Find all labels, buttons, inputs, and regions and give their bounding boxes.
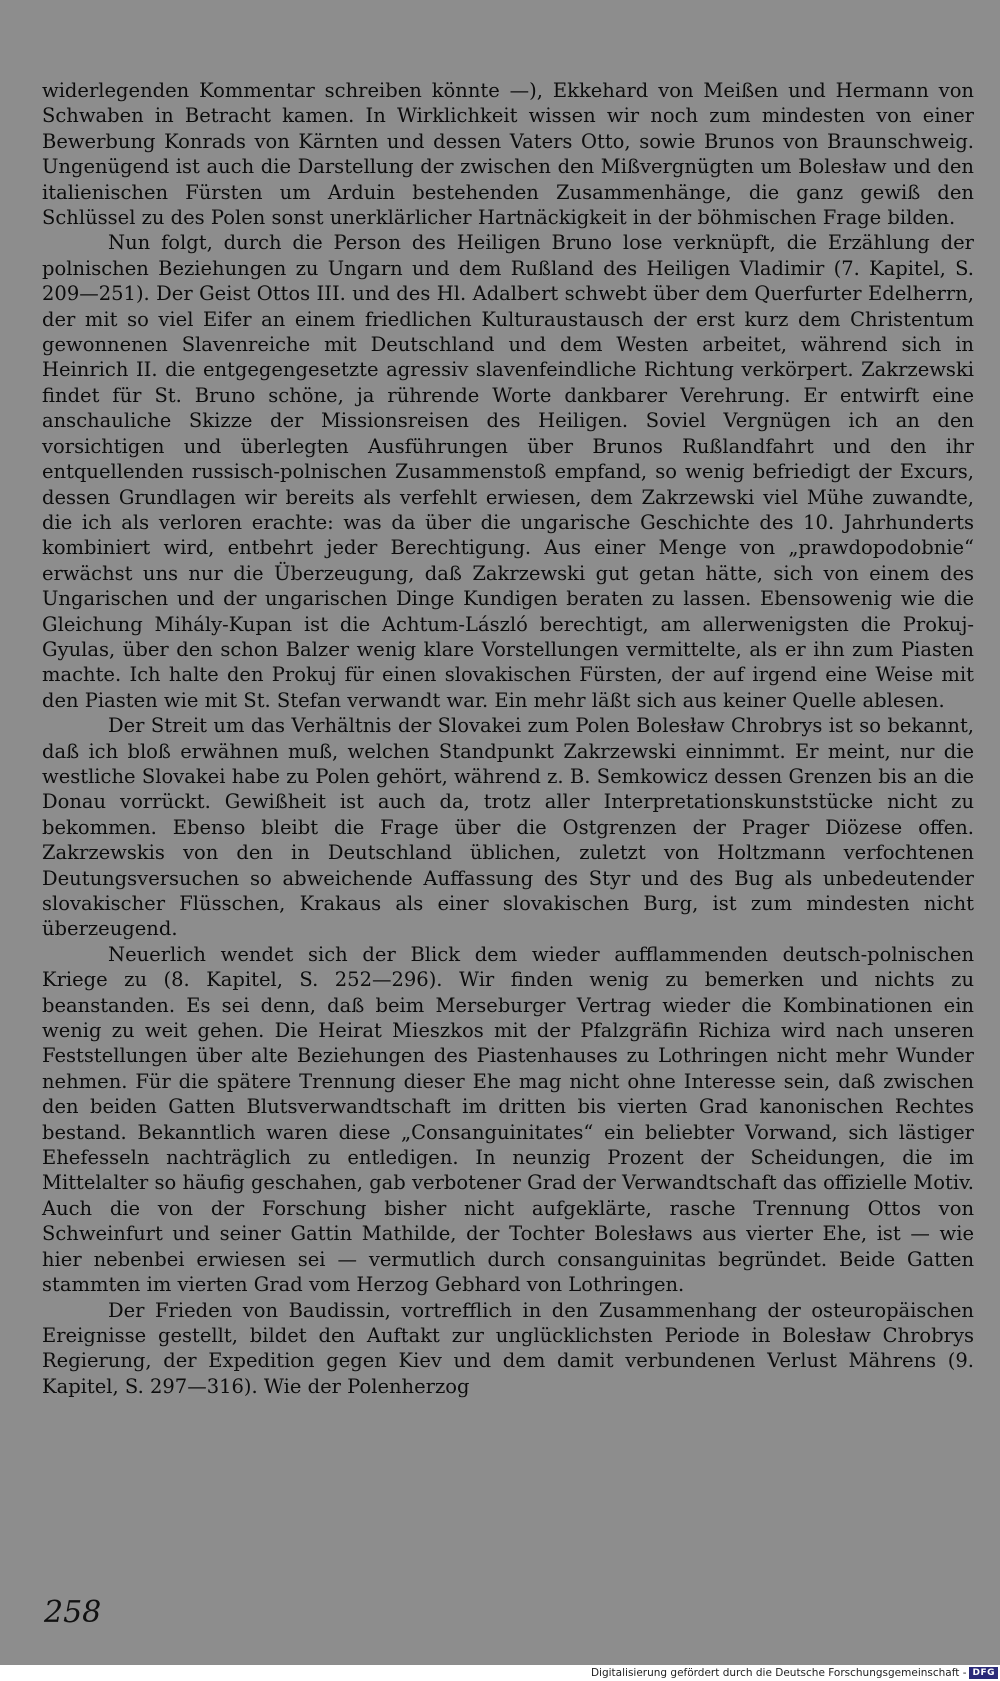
paragraph: widerlegenden Kommentar schreiben könnte —), Ekkehard von Meißen und Hermann von Schwaben in Betracht kamen. In Wirklichkeit wissen wir noch zum mindesten von einer Bewerbung Konrads von Kärnten und dessen Vaters Otto, sowie Brunos von Braunschweig. Ungenügend ist auch die Darstellung der zwischen den Mißvergnügten um Bolesław und den italienischen Fürsten um Arduin bestehenden Zusammenhänge, die ganz gewiß den Schlüssel zu des Polen sonst unerklärlicher Hartnäckigkeit in der böhmischen Frage bilden.: [42, 79, 974, 230]
paragraph: Nun folgt, durch die Person des Heiligen Bruno lose verknüpft, die Erzählung der polnischen Beziehungen zu Ungarn und dem Rußland des Heiligen Vladimir (7. Kapitel, S. 209—251). Der Geist Ottos III. und des Hl. Adalbert schwebt über dem Querfurter Edelherrn, der mit so viel Eifer an einem friedlichen Kulturaustausch der erst kurz dem Christentum gewonnenen Slavenreiche mit Deutschland und dem Westen arbeitet, während sich in Heinrich II. die entgegengesetzte agressiv slavenfeindliche Richtung verkörpert. Zakrzewski findet für St. Bruno schöne, ja rührende Worte dankbarer Verehrung. Er entwirft eine anschauliche Skizze der Missionsreisen des Heiligen. Soviel Vergnügen ich an den vorsichtigen und überlegten Ausführungen über Brunos Rußlandfahrt und den ihr entquellenden russisch-polnischen Zusammenstoß empfand, so wenig befriedigt der Excurs, dessen Grundlagen wir bereits als verfehlt erwiesen, dem Zakrzewski viel Mühe zuwandte, die ich als verloren erachte: was da über die ungarische Geschichte des 10. Jahrhunderts kombiniert wird, entbehrt jeder Berechtigung. Aus einer Menge von „prawdopodobnie“ erwächst uns nur die Überzeugung, daß Zakrzewski gut getan hätte, sich von einem des Ungarischen und der ungarischen Dinge Kundigen beraten zu lassen. Ebensowenig wie die Gleichung Mihály-Kupan ist die Achtum-László berechtigt, am allerwenigsten die Prokuj-Gyulas, über den schon Balzer wenig klare Vorstellungen vermittelte, als er ihn zum Piasten machte. Ich halte den Prokuj für einen slovakischen Fürsten, der auf irgend eine Weise mit den Piasten wie mit St. Stefan verwandt war. Ein mehr läßt sich aus keiner Quelle ablesen.: [42, 231, 974, 712]
dfg-logo-icon: DFG: [969, 1667, 998, 1679]
funding-credit: Digitalisierung gefördert durch die Deutsche Forschungsgemeinschaft -: [590, 1667, 967, 1679]
paragraph: Der Streit um das Verhältnis der Slovakei zum Polen Bolesław Chrobrys ist so bekannt, daß ich bloß erwähnen muß, welchen Standpunkt Zakrzewski einnimmt. Er meint, nur die westliche Slovakei habe zu Polen gehört, während z. B. Semkowicz dessen Grenzen bis an die Donau vorrückt. Gewißheit ist auch da, trotz aller Interpretationskunststücke nicht zu bekommen. Ebenso bleibt die Frage über die Ostgrenzen der Prager Diözese offen. Zakrzewskis von den in Deutschland üblichen, zuletzt von Holtzmann verfochtenen Deutungsversuchen so abweichende Auffassung des Styr und des Bug als unbedeutender slovakischer Flüsschen, Krakaus als einer slovakischen Burg, ist zum mindesten nicht überzeugend.: [42, 714, 974, 941]
paragraph: Neuerlich wendet sich der Blick dem wieder aufflammenden deutsch-polnischen Kriege zu (8. Kapitel, S. 252—296). Wir finden wenig zu bemerken und nichts zu beanstanden. Es sei denn, daß beim Merseburger Vertrag wieder die Kombinationen ein wenig zu weit gehen. Die Heirat Mieszkos mit der Pfalzgräfin Richiza wird nach unseren Feststellungen über alte Beziehungen des Piastenhauses zu Lothringen nicht mehr Wunder nehmen. Für die spätere Trennung dieser Ehe mag nicht ohne Interesse sein, daß zwischen den beiden Gatten Blutsverwandtschaft im dritten bis vierten Grad kanonischen Rechtes bestand. Bekanntlich waren diese „Consanguinitates“ ein beliebter Vorwand, sich lästiger Ehefesseln nachträglich zu entledigen. In neunzig Prozent der Scheidungen, die im Mittelalter so häufig geschahen, gab verbotener Grad der Verwandtschaft das offizielle Motiv. Auch die von der Forschung bisher nicht aufgeklärte, rasche Trennung Ottos von Schweinfurt und seiner Gattin Mathilde, der Tochter Bolesławs aus vierter Ehe, ist — wie hier nebenbei erwiesen sei — vermutlich durch consanguinitas begründet. Beide Gatten stammten im vierten Grad vom Herzog Gebhard von Lothringen.: [42, 942, 974, 1297]
digitization-footer: [590, 1665, 1000, 1681]
page-number: 258: [44, 1595, 102, 1630]
paragraph: Der Frieden von Baudissin, vortrefflich in den Zusammenhang der osteuropäischen Ereignisse gestellt, bildet den Auftakt zur unglücklichsten Periode in Bolesław Chrobrys Regierung, der Expedition gegen Kiev und dem damit verbundenen Verlust Mährens (9. Kapitel, S. 297—316). Wie der Polenherzog: [42, 1298, 974, 1398]
body-text: [42, 78, 974, 1399]
